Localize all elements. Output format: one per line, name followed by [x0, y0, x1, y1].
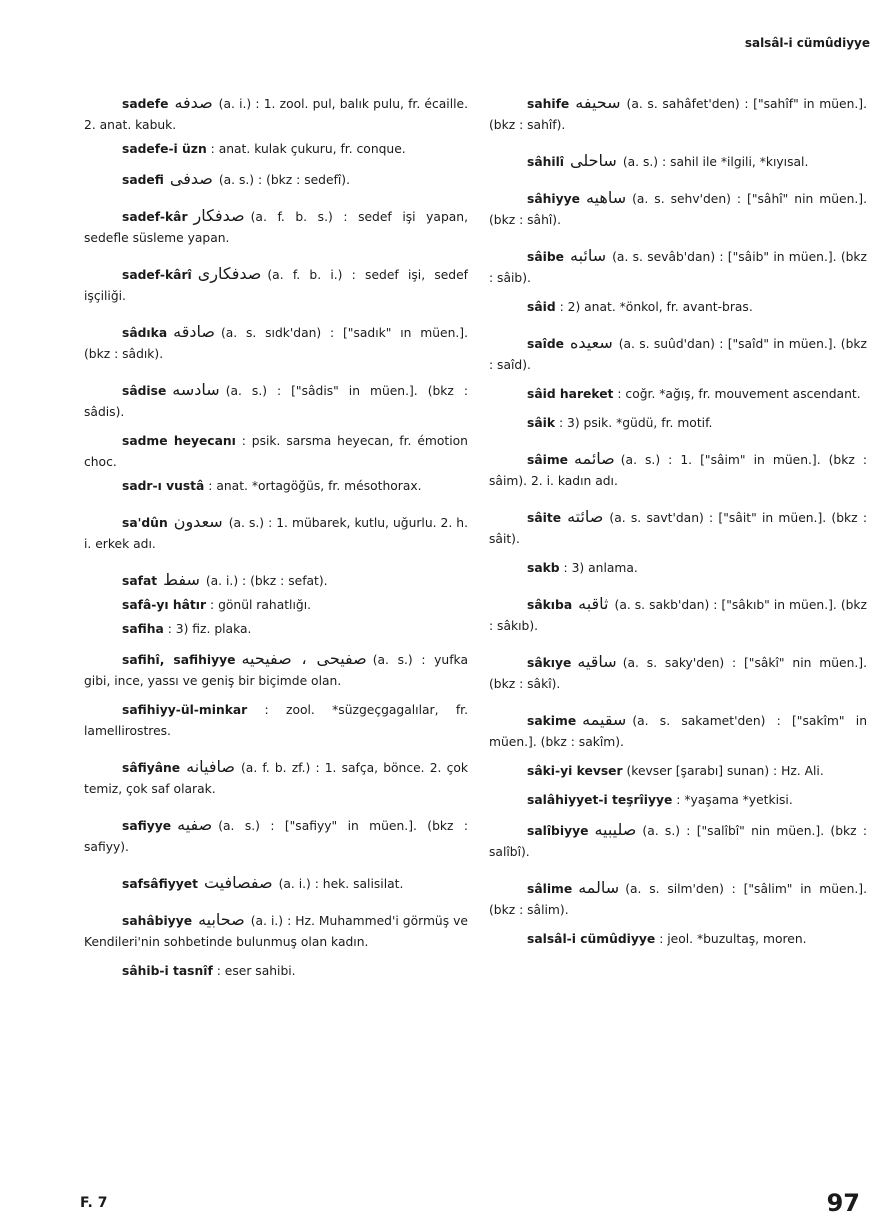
arabic-script: سحيفه [575, 93, 621, 112]
definition: (a. s.) : yufka gibi, ince, yassı ve geniş bir biçimde olan. [84, 653, 468, 688]
definition: (a. s. sıdk'dan) : ["sadık" ın müen.]. (bkz : sâdık). [84, 326, 468, 361]
headword: sâlime [527, 882, 573, 896]
headword: salîbiyye [527, 824, 589, 838]
arabic-script: سقيمه [582, 710, 627, 729]
headword: safâ-yı hâtır [122, 598, 207, 612]
definition: : anat. kulak çukuru, fr. conque. [210, 142, 406, 156]
dictionary-entry [489, 92, 867, 136]
dictionary-entry [489, 332, 867, 376]
dictionary-entry [84, 139, 468, 160]
headword: sâime [527, 453, 568, 467]
definition: (a. s.) : ["salîbî" nin müen.]. (bkz : salîbî). [489, 824, 867, 859]
definition: (a. s.) : 1. mübarek, kutlu, uğurlu. 2. h. i. erkek adı. [84, 516, 468, 551]
headword: sâhib-i tasnîf [122, 964, 213, 978]
dictionary-entry [489, 929, 867, 950]
headword: sadefe-i üzn [122, 142, 207, 156]
headword: sâid hareket [527, 387, 614, 401]
arabic-script: صحابيه [198, 910, 245, 929]
definition: (a. s.) : ["sâdis" in müen.]. (bkz : sâdis). [84, 384, 468, 419]
definition: (a. s. saky'den) : ["sâkî" nin müen.]. (bkz : sâkî). [489, 656, 867, 691]
definition: (a. s. sehv'den) : ["sâhî" nin müen.]. (bkz : sâhî). [489, 192, 867, 227]
headword: sa'dûn [122, 516, 168, 530]
headword: sâdıka [122, 326, 168, 340]
arabic-script: صائمه [574, 449, 615, 468]
headword: sâkıye [527, 656, 572, 670]
headword: safihî, safihiyye [122, 653, 236, 667]
definition: (a. s. savt'dan) : ["sâit" in müen.]. (bkz : sâit). [489, 511, 867, 546]
definition: : gönül rahatlığı. [210, 598, 312, 612]
dictionary-entry [84, 648, 468, 692]
dictionary-entry [84, 511, 468, 555]
definition: (a. s. sahâfet'den) : ["sahîf" in müen.]. (bkz : sahîf). [489, 97, 867, 132]
dictionary-entry [84, 431, 468, 473]
dictionary-entry [84, 814, 468, 858]
definition: (a. i.) : hek. salisilat. [278, 877, 404, 891]
definition: : anat. *ortagöğüs, fr. mésothorax. [208, 479, 422, 493]
definition: : coğr. *ağış, fr. mouvement ascendant. [617, 387, 861, 401]
definition: (a. s.) : sahil ile *ilgili, *kıyısal. [622, 155, 809, 169]
dictionary-entry [84, 961, 468, 982]
dictionary-entry [84, 379, 468, 423]
definition: : eser sahibi. [216, 964, 296, 978]
definition: (a. f. b. i.) : sedef işi, sedef işçiliği. [84, 268, 468, 303]
definition: : psik. sarsma heyecan, fr. émotion choc. [84, 434, 468, 469]
dictionary-entry [84, 321, 468, 365]
definition: : jeol. *buzultaş, moren. [659, 932, 807, 946]
definition: (a. s. suûd'dan) : ["saîd" in müen.]. (bkz : saîd). [489, 337, 867, 372]
headword: sâfiyâne [122, 761, 181, 775]
arabic-script: صفيه [177, 815, 213, 834]
headword: sâhiyye [527, 192, 580, 206]
headword: sadme heyecanı [122, 434, 236, 448]
definition: (a. s.) : 1. ["sâim" in müen.]. (bkz : sâim). 2. i. kadın adı. [489, 453, 867, 488]
definition: (a. f. b. zf.) : 1. safça, bönce. 2. çok temiz, çok saf olarak. [84, 761, 468, 796]
arabic-script: صدفه [174, 93, 213, 112]
dictionary-entry [84, 872, 468, 895]
definition: : 2) anat. *önkol, fr. avant-bras. [559, 300, 753, 314]
definition: : 3) psik. *güdü, fr. motif. [558, 416, 713, 430]
page-number: 97 [826, 1189, 860, 1217]
arabic-script: سادسه [172, 380, 220, 399]
arabic-script: صفيحى ، صفيحيه [241, 649, 367, 668]
arabic-script: ساحلى [570, 151, 617, 170]
arabic-script: صدفكار [193, 206, 245, 225]
definition: (a. i.) : (bkz : sefat). [205, 574, 328, 588]
signature-mark: F. 7 [80, 1195, 108, 1211]
arabic-script: صادقه [173, 322, 215, 341]
arabic-script: صدفى [169, 169, 213, 188]
arabic-script: ثاقبه [578, 594, 609, 613]
definition: (a. s. sakb'dan) : ["sâkıb" in müen.]. (bkz : sâkıb). [489, 598, 867, 633]
dictionary-entry [489, 187, 867, 231]
dictionary-entry [489, 506, 867, 550]
arabic-script: سالمه [578, 878, 620, 897]
dictionary-entry [84, 569, 468, 592]
definition: : 3) anlama. [563, 561, 638, 575]
running-title: salsâl-i cümûdiyye [744, 36, 870, 50]
definition: (a. s. sevâb'dan) : ["sâib" in müen.]. (bkz : sâib). [489, 250, 867, 285]
headword: saîde [527, 337, 564, 351]
arabic-script: صفصافيت [203, 873, 273, 892]
headword: safsâfiyyet [122, 877, 198, 891]
dictionary-entry [489, 761, 867, 782]
dictionary-entry [84, 92, 468, 136]
definition: (kevser [şarabı] sunan) : Hz. Ali. [626, 764, 824, 778]
dictionary-entry [84, 700, 468, 742]
dictionary-entry [489, 413, 867, 434]
headword: salâhiyyet-i teşrîiyye [527, 793, 673, 807]
headword: sakime [527, 714, 577, 728]
definition: : zool. *süzgeçgagalılar, fr. lamellirostres. [84, 703, 468, 738]
dictionary-entry [84, 476, 468, 497]
dictionary-entry [84, 263, 468, 307]
arabic-script: ساهيه [585, 188, 627, 207]
dictionary-entry [489, 877, 867, 921]
dictionary-entry [489, 651, 867, 695]
headword: sâite [527, 511, 562, 525]
arabic-script: ساقيه [577, 652, 617, 671]
arabic-script: صائته [567, 507, 604, 526]
headword: sâhilî [527, 155, 565, 169]
dictionary-entry [489, 558, 867, 579]
dictionary-entry [84, 909, 468, 953]
headword: sadefe [122, 97, 169, 111]
dictionary-entry [84, 595, 468, 616]
arabic-script: صدفكارى [197, 264, 262, 283]
headword: sâik [527, 416, 556, 430]
headword: safat [122, 574, 158, 588]
headword: sahife [527, 97, 570, 111]
headword: safihiyy-ül-minkar [122, 703, 248, 717]
dictionary-entry [489, 819, 867, 863]
definition: : 3) fiz. plaka. [167, 622, 252, 636]
dictionary-entry [84, 205, 468, 249]
dictionary-entry [489, 297, 867, 318]
right-column [489, 92, 867, 958]
arabic-script: صليبيه [594, 820, 637, 839]
headword: sâibe [527, 250, 564, 264]
definition: : *yaşama *yetkisi. [676, 793, 793, 807]
definition: (a. i.) : 1. zool. pul, balık pulu, fr. écaille. 2. anat. kabuk. [84, 97, 468, 132]
headword: safiyye [122, 819, 172, 833]
arabic-script: صافيانه [186, 757, 235, 776]
dictionary-entry [489, 150, 867, 173]
definition: (a. i.) : Hz. Muhammed'i görmüş ve Kendileri'nin sohbetinde bulunmuş olan kadın. [84, 914, 468, 949]
left-column [84, 92, 468, 990]
headword: sadef-kârî [122, 268, 192, 282]
definition: (a. s.) : (bkz : sedefî). [218, 173, 351, 187]
arabic-script: سائبه [569, 246, 607, 265]
headword: sakb [527, 561, 560, 575]
headword: sâdise [122, 384, 167, 398]
dictionary-entry [489, 593, 867, 637]
definition: (a. s. silm'den) : ["sâlim" in müen.]. (bkz : sâlim). [489, 882, 867, 917]
definition: (a. s. sakamet'den) : ["sakîm" in müen.]. (bkz : sakîm). [489, 714, 867, 749]
dictionary-entry [84, 619, 468, 640]
definition: (a. s.) : ["safiyy" in müen.]. (bkz : safiyy). [84, 819, 468, 854]
headword: sahâbiyye [122, 914, 193, 928]
dictionary-entry [84, 168, 468, 191]
dictionary-entry [489, 790, 867, 811]
definition: (a. f. b. s.) : sedef işi yapan, sedefle süsleme yapan. [84, 210, 468, 245]
dictionary-entry [489, 384, 867, 405]
headword: sadef-kâr [122, 210, 188, 224]
dictionary-entry [489, 245, 867, 289]
arabic-script: سعيده [569, 333, 613, 352]
headword: sâid [527, 300, 556, 314]
headword: salsâl-i cümûdiyye [527, 932, 656, 946]
headword: sâkıba [527, 598, 573, 612]
arabic-script: سعدون [173, 512, 223, 531]
arabic-script: سفط [163, 570, 200, 589]
headword: sâki-yi kevser [527, 764, 623, 778]
dictionary-entry [84, 756, 468, 800]
dictionary-entry [489, 709, 867, 753]
headword: safiha [122, 622, 164, 636]
headword: sadr-ı vustâ [122, 479, 205, 493]
headword: sadefi [122, 173, 164, 187]
dictionary-entry [489, 448, 867, 492]
